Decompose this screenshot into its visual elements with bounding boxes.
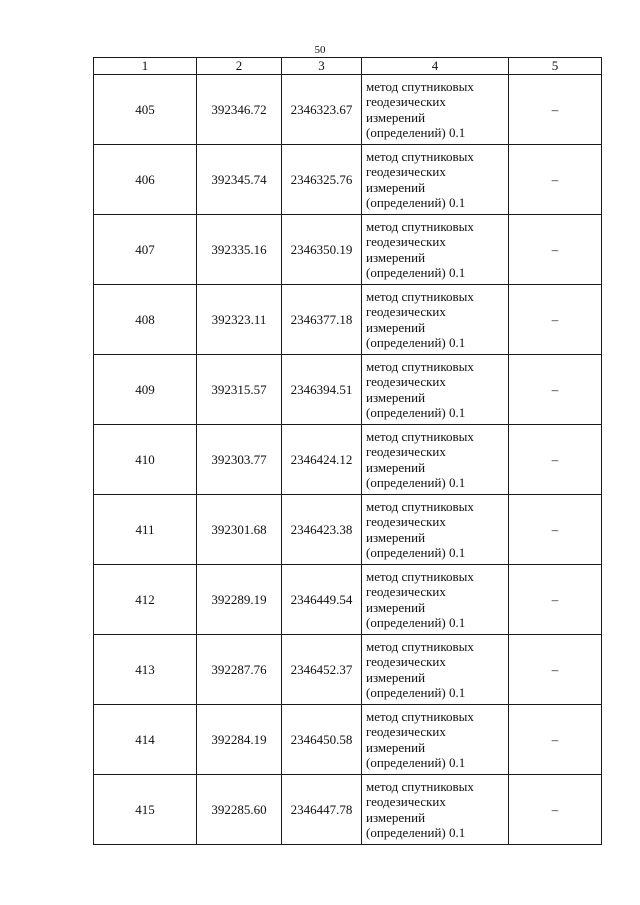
method-line: метод спутниковых bbox=[366, 428, 474, 444]
method-line: (определений) 0.1 bbox=[366, 265, 466, 280]
column-header-2: 2 bbox=[197, 58, 282, 75]
method-line: измерений bbox=[366, 249, 426, 265]
x-coordinate-cell: 392289.19 bbox=[197, 565, 282, 635]
method-line: геодезических bbox=[366, 724, 446, 739]
method-line: (определений) 0.1 bbox=[366, 335, 466, 350]
method-line: метод спутниковых bbox=[366, 78, 474, 94]
method-line: геодезических bbox=[366, 234, 446, 249]
y-coordinate-cell: 2346325.76 bbox=[282, 145, 362, 215]
table-row bbox=[94, 75, 602, 145]
method-line: (определений) 0.1 bbox=[366, 615, 466, 630]
method-cell bbox=[362, 215, 509, 285]
x-coordinate-cell: 392284.19 bbox=[197, 705, 282, 775]
point-number-cell: 406 bbox=[94, 145, 197, 215]
note-cell: – bbox=[509, 705, 602, 775]
method-line: измерений bbox=[366, 529, 426, 545]
method-line: геодезических bbox=[366, 584, 446, 599]
method-line: геодезических bbox=[366, 654, 446, 669]
method-line: (определений) 0.1 bbox=[366, 195, 466, 210]
method-line: измерений bbox=[366, 669, 426, 685]
point-number-cell: 415 bbox=[94, 775, 197, 845]
method-line: геодезических bbox=[366, 304, 446, 319]
method-line: (определений) 0.1 bbox=[366, 755, 466, 770]
point-number-cell: 405 bbox=[94, 75, 197, 145]
method-cell bbox=[362, 75, 509, 145]
x-coordinate-cell: 392323.11 bbox=[197, 285, 282, 355]
y-coordinate-cell: 2346394.51 bbox=[282, 355, 362, 425]
x-coordinate-cell: 392285.60 bbox=[197, 775, 282, 845]
x-coordinate-cell: 392315.57 bbox=[197, 355, 282, 425]
method-cell bbox=[362, 425, 509, 495]
note-cell: – bbox=[509, 285, 602, 355]
method-cell bbox=[362, 635, 509, 705]
y-coordinate-cell: 2346377.18 bbox=[282, 285, 362, 355]
method-line: метод спутниковых bbox=[366, 358, 474, 374]
column-header-4: 4 bbox=[362, 58, 509, 75]
method-line: геодезических bbox=[366, 164, 446, 179]
y-coordinate-cell: 2346350.19 bbox=[282, 215, 362, 285]
point-number-cell: 413 bbox=[94, 635, 197, 705]
column-header-1: 1 bbox=[94, 58, 197, 75]
note-cell: – bbox=[509, 215, 602, 285]
table-row bbox=[94, 635, 602, 705]
method-line: геодезических bbox=[366, 444, 446, 459]
point-number-cell: 411 bbox=[94, 495, 197, 565]
method-line: геодезических bbox=[366, 374, 446, 389]
note-cell: – bbox=[509, 635, 602, 705]
y-coordinate-cell: 2346423.38 bbox=[282, 495, 362, 565]
method-line: метод спутниковых bbox=[366, 148, 474, 164]
note-cell: – bbox=[509, 775, 602, 845]
note-cell: – bbox=[509, 495, 602, 565]
point-number-cell: 414 bbox=[94, 705, 197, 775]
x-coordinate-cell: 392303.77 bbox=[197, 425, 282, 495]
note-cell: – bbox=[509, 145, 602, 215]
note-cell: – bbox=[509, 565, 602, 635]
page-number: 50 bbox=[314, 44, 326, 56]
method-line: геодезических bbox=[366, 794, 446, 809]
point-number-cell: 409 bbox=[94, 355, 197, 425]
method-cell bbox=[362, 285, 509, 355]
method-line: метод спутниковых bbox=[366, 218, 474, 234]
table-row bbox=[94, 285, 602, 355]
y-coordinate-cell: 2346447.78 bbox=[282, 775, 362, 845]
method-line: (определений) 0.1 bbox=[366, 685, 466, 700]
table-row bbox=[94, 425, 602, 495]
y-coordinate-cell: 2346449.54 bbox=[282, 565, 362, 635]
note-cell: – bbox=[509, 355, 602, 425]
point-number-cell: 412 bbox=[94, 565, 197, 635]
method-cell bbox=[362, 565, 509, 635]
table-row bbox=[94, 145, 602, 215]
note-cell: – bbox=[509, 425, 602, 495]
column-header-5: 5 bbox=[509, 58, 602, 75]
method-line: метод спутниковых bbox=[366, 638, 474, 654]
method-line: измерений bbox=[366, 739, 426, 755]
x-coordinate-cell: 392301.68 bbox=[197, 495, 282, 565]
method-line: геодезических bbox=[366, 514, 446, 529]
y-coordinate-cell: 2346424.12 bbox=[282, 425, 362, 495]
method-cell bbox=[362, 705, 509, 775]
method-line: метод спутниковых bbox=[366, 288, 474, 304]
point-number-cell: 407 bbox=[94, 215, 197, 285]
coordinates-table bbox=[93, 57, 602, 845]
table-header bbox=[94, 58, 602, 75]
y-coordinate-cell: 2346452.37 bbox=[282, 635, 362, 705]
method-cell bbox=[362, 145, 509, 215]
method-line: измерений bbox=[366, 459, 426, 475]
method-line: метод спутниковых bbox=[366, 498, 474, 514]
method-line: метод спутниковых bbox=[366, 778, 474, 794]
method-line: метод спутниковых bbox=[366, 708, 474, 724]
table-row bbox=[94, 705, 602, 775]
note-cell: – bbox=[509, 75, 602, 145]
method-line: (определений) 0.1 bbox=[366, 405, 466, 420]
method-cell bbox=[362, 355, 509, 425]
table-row bbox=[94, 355, 602, 425]
x-coordinate-cell: 392345.74 bbox=[197, 145, 282, 215]
method-line: измерений bbox=[366, 389, 426, 405]
header-row bbox=[94, 58, 602, 75]
method-line: (определений) 0.1 bbox=[366, 825, 466, 840]
y-coordinate-cell: 2346323.67 bbox=[282, 75, 362, 145]
method-line: метод спутниковых bbox=[366, 568, 474, 584]
method-line: измерений bbox=[366, 809, 426, 825]
method-line: (определений) 0.1 bbox=[366, 545, 466, 560]
method-line: (определений) 0.1 bbox=[366, 475, 466, 490]
x-coordinate-cell: 392287.76 bbox=[197, 635, 282, 705]
method-cell bbox=[362, 775, 509, 845]
x-coordinate-cell: 392346.72 bbox=[197, 75, 282, 145]
method-line: измерений bbox=[366, 319, 426, 335]
method-cell bbox=[362, 495, 509, 565]
table-row bbox=[94, 495, 602, 565]
method-line: (определений) 0.1 bbox=[366, 125, 466, 140]
method-line: измерений bbox=[366, 109, 426, 125]
table-row bbox=[94, 215, 602, 285]
method-line: измерений bbox=[366, 599, 426, 615]
method-line: измерений bbox=[366, 179, 426, 195]
table-row bbox=[94, 565, 602, 635]
table-body bbox=[94, 75, 602, 845]
point-number-cell: 410 bbox=[94, 425, 197, 495]
y-coordinate-cell: 2346450.58 bbox=[282, 705, 362, 775]
table-row bbox=[94, 775, 602, 845]
point-number-cell: 408 bbox=[94, 285, 197, 355]
column-header-3: 3 bbox=[282, 58, 362, 75]
x-coordinate-cell: 392335.16 bbox=[197, 215, 282, 285]
method-line: геодезических bbox=[366, 94, 446, 109]
